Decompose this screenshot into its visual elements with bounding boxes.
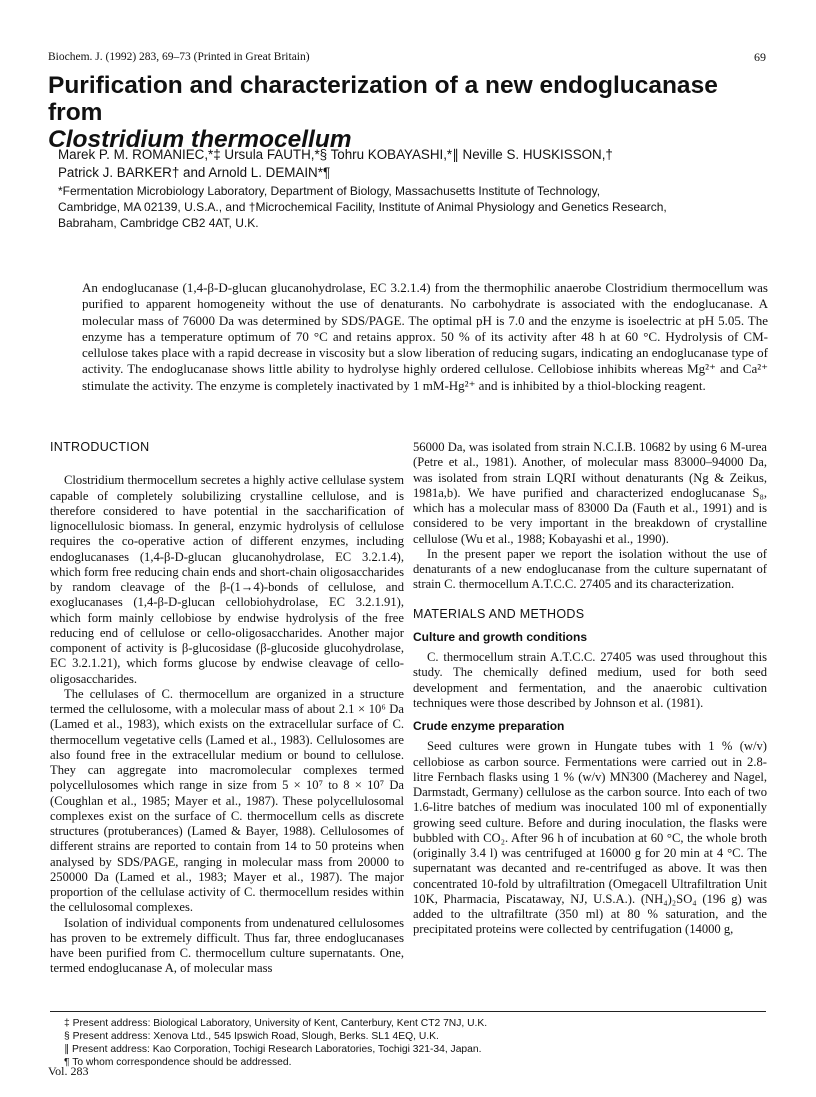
title-line-2: Clostridium thermocellum — [48, 126, 352, 153]
page-number: 69 — [754, 50, 766, 64]
subheading-crude-enzyme: Crude enzyme preparation — [413, 719, 565, 733]
authors-line-1: Marek P. M. ROMANIEC,*‡ Ursula FAUTH,*§ Tohru KOBAYASHI,*∥ Neville S. HUSKISSON,† — [58, 147, 613, 162]
affiliations — [58, 183, 778, 231]
volume-label: Vol. 283 — [48, 1064, 89, 1078]
journal-citation: Biochem. J. (1992) 283, 69–73 (Printed in Great Britain) — [48, 51, 310, 63]
affiliation-line-2: Cambridge, MA 02139, U.S.A., and †Microchemical Facility, Institute of Animal Physiology and Genetics Research, — [58, 200, 667, 214]
footnote-4: ¶ To whom correspondence should be addressed. — [64, 1057, 292, 1068]
intro-paragraph-4: In the present paper we report the isolation without the use of denaturants of a new endoglucanase from the culture supernatant of strain C. thermocellum A.T.C.C. 27405 and its characterization. — [413, 546, 767, 592]
article-title — [48, 72, 768, 153]
left-column — [50, 440, 404, 977]
right-column — [413, 440, 767, 938]
methods-paragraph-1: C. thermocellum strain A.T.C.C. 27405 was used throughout this study. The chemically defined medium, used for both seed development and fermentation, and the anaerobic cultivation techniques were those described by Johnson et al. (1981). — [413, 650, 767, 710]
methods-paragraph-2: Seed cultures were grown in Hungate tubes with 1 % (w/v) cellobiose as carbon source. Fermentations were carried out in 2.8-litre Fernbach flasks using 1 % (w/v) MN300 (Macherey and Nagel, Darmstadt, Germany) cellulose as the carbon source. Into each of two 1.6-litre batches of medium was inoculated 100 ml of exponentially growing seed culture. Before and during inoculation, the flasks were bubbled with CO₂. After 96 h of incubation at 60 °C, the whole broth (originally 3.4 l) was centrifuged at 16000 g for 20 min at 4 °C. The supernatant was decanted and re-centrifuged as above. It was then concentrated 10-fold by ultrafiltration (Omegacell Ultrafiltration Unit 10K, Pharmacia, Piscataway, NJ, U.S.A.). (NH₄)₂SO₄ (196 g) was added to the ultrafiltrate (350 ml) at 80 % saturation, and the precipitated proteins were collected by centrifugation (14000 g, — [413, 739, 767, 937]
footnote-divider — [50, 1011, 766, 1012]
affiliation-line-3: Babraham, Cambridge CB2 4AT, U.K. — [58, 216, 259, 230]
intro-paragraph-1: Clostridium thermocellum secretes a highly active cellulase system capable of completely solubilizing crystalline cellulose, and is therefore considered to have potential in the saccharification of lignocellulosic biomass. In general, enzymic hydrolysis of cellulose requires the co-operative action of different enzymes, including endoglucanases (1,4-β-D-glucan glucanohydrolase, EC 3.2.1.4), which form free reducing chain ends and short-chain oligosaccharides by random cleavage of the β-(1→4)-bonds of cellulose, and exoglucanases (1,4-β-D-glucan cellobiohydrolase, EC 3.2.1.91), which form mainly cellobiose by endwise hydrolysis of the free reducing end of cellulose or cello-oligosaccharides. Another major component of activity is β-glucosidase (β-glucoside glucohydrolase, EC 3.2.1.21), which forms glucose by endwise cleavage of cello-oligosaccharides. — [50, 473, 404, 686]
authors-line-2: Patrick J. BARKER† and Arnold L. DEMAIN*¶ — [58, 165, 331, 180]
title-line-1: Purification and characterization of a new endoglucanase from — [48, 72, 718, 126]
intro-continued-paragraph: 56000 Da, was isolated from strain N.C.I.B. 10682 by using 6 M-urea (Petre et al., 1981). Another, of molecular mass 83000–94000 Da, was isolated from strain LQRI without denaturants (Ng & Zeikus, 1981a,b). We have purified and characterized endoglucanase S₈, which has a molecular mass of 83000 Da (Fauth et al., 1991) and is considered to be very important in the breakdown of crystalline cellulose (Wu et al., 1988; Kobayashi et al., 1990). — [413, 440, 767, 546]
affiliation-line-1: *Fermentation Microbiology Laboratory, Department of Biology, Massachusetts Institute of Technology, — [58, 184, 601, 198]
footnote-3: ∥ Present address: Kao Corporation, Tochigi Research Laboratories, Tochigi 321-34, Japan. — [64, 1044, 482, 1055]
introduction-heading: INTRODUCTION — [50, 440, 150, 454]
author-list — [58, 146, 778, 182]
footnote-1: ‡ Present address: Biological Laboratory, University of Kent, Canterbury, Kent CT2 7NJ, U.K. — [64, 1018, 488, 1029]
intro-paragraph-3: Isolation of individual components from undenatured cellulosomes has proven to be extremely difficult. Thus far, three endoglucanases have been purified from C. thermocellum culture supernatants. One, termed endoglucanase A, of molecular mass — [50, 915, 404, 976]
footnote-2: § Present address: Xenova Ltd., 545 Ipswich Road, Slough, Berks. SL1 4EQ, U.K. — [64, 1031, 439, 1042]
methods-heading: MATERIALS AND METHODS — [413, 606, 585, 621]
abstract-text: An endoglucanase (1,4-β-D-glucan glucanohydrolase, EC 3.2.1.4) from the thermophilic anaerobe Clostridium thermocellum was purified to apparent homogeneity without the use of denaturants. No carbohydrate is associated with the endoglucanase. A molecular mass of 76000 Da was determined by SDS/PAGE. The optimal pH is 7.0 and the enzyme is isoelectric at pH 5.05. The enzyme has a temperature optimum of 70 °C and retains approx. 50 % of its activity after 48 h at 60 °C. Hydrolysis of CM-cellulose takes place with a rapid decrease in viscosity but a slow liberation of reducing sugars, indicating an endoglucanase type of activity. The endoglucanase shows little ability to hydrolyse highly ordered cellulose. Cellobiose inhibits whereas Mg²⁺ and Ca²⁺ stimulate the activity. The enzyme is completely inactivated by 1 mM-Hg²⁺ and is inhibited by a thiol-blocking reagent. — [82, 280, 768, 393]
abstract — [82, 280, 768, 394]
subheading-culture: Culture and growth conditions — [413, 629, 587, 644]
intro-paragraph-2: The cellulases of C. thermocellum are organized in a structure termed the cellulosome, with a molecular mass of about 2.1 × 10⁶ Da (Lamed et al., 1983), which exists on the extracellular surface of C. thermocellum vegetative cells (Lamed et al., 1983). Cellulosomes are also found free in the extracellular medium or bound to cellulose. They can aggregate into macromolecular complexes termed polycellulosomes which range in size from 5 × 10⁷ to 8 × 10⁷ Da (Coughlan et al., 1985; Mayer et al., 1987). These polycellulosomal complexes exist on the surface of C. thermocellum cells as discrete structures (protuberances) (Lamed & Bayer, 1988). Cellulosomes of different strains are reported to contain from 14 to 50 proteins when analysed by SDS/PAGE, ranging in molecular mass from 20000 to 250000 Da (Lamed et al., 1983; Mayer et al., 1987). The major proportion of the cellulase activity of C. thermocellum resides within the cellulosomal complexes. — [50, 686, 404, 915]
